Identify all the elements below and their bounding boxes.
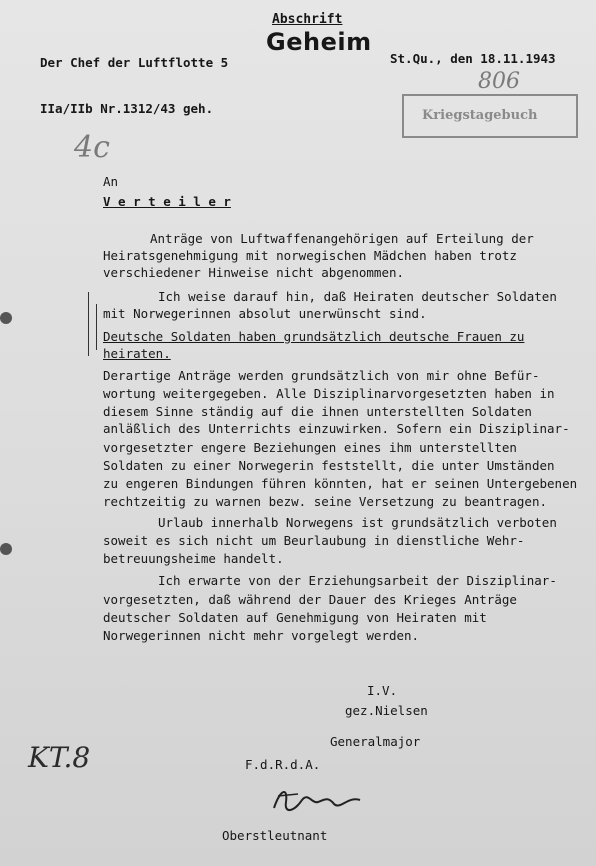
- body-line: wortung weitergegeben. Alle Disziplinarvorgesetzten haben in: [103, 386, 555, 401]
- sender-line: Der Chef der Luftflotte 5: [40, 55, 229, 70]
- body-line: Ich erwarte von der Erziehungsarbeit der Disziplinar-: [158, 573, 557, 588]
- body-line: Derartige Anträge werden grundsätzlich von mir ohne Befür-: [103, 368, 540, 383]
- handwritten-mark: 4c: [74, 130, 110, 165]
- body-line: mit Norwegerinnen absolut unerwünscht sind.: [103, 306, 427, 321]
- copy-label: Abschrift: [272, 12, 343, 27]
- signer-name: gez.Nielsen: [345, 703, 428, 718]
- punch-hole-top: [0, 312, 12, 324]
- body-line: verschiedener Hinweise nicht abgenommen.: [103, 265, 405, 280]
- reference-number: IIa/IIb Nr.1312/43 geh.: [40, 101, 214, 116]
- addressee-name: V e r t e i l e r: [103, 194, 231, 209]
- margin-bracket-inner: [96, 304, 97, 350]
- officer-rank: Oberstleutnant: [222, 828, 328, 843]
- addressee-prefix: An: [103, 174, 119, 189]
- classification-heading: Geheim: [266, 28, 372, 56]
- body-line: Urlaub innerhalb Norwegens ist grundsätzlich verboten: [158, 515, 557, 530]
- body-line: vorgesetzter engere Beziehungen eines ihm unterstellten: [103, 440, 517, 455]
- punch-hole-bottom: [0, 543, 12, 555]
- body-line: vorgesetzten, daß während der Dauer des Krieges Anträge: [103, 592, 517, 607]
- body-line: Soldaten zu einer Norwegerin feststellt, die unter Umständen: [103, 458, 555, 473]
- body-line: rechtzeitig zu warnen bezw. seine Versetzung zu beantragen.: [103, 494, 548, 509]
- body-line: heiraten.: [103, 346, 171, 361]
- body-line: soweit es sich nicht um Beurlaubung in dienstliche Wehr-: [103, 533, 525, 548]
- handwritten-kt8: KT.8: [28, 741, 91, 774]
- body-line: diesem Sinne ständig auf die ihnen unterstellten Soldaten: [103, 404, 532, 419]
- body-line: Anträge von Luftwaffenangehörigen auf Erteilung der: [150, 231, 534, 246]
- body-line: Norwegerinnen nicht mehr vorgelegt werden.: [103, 628, 420, 643]
- body-line: deutscher Soldaten auf Genehmigung von Heiraten mit: [103, 610, 487, 625]
- place-date: St.Qu., den 18.11.1943: [390, 51, 556, 66]
- body-line: anläßlich des Unterrichts einzuwirken. Sofern ein Disziplinar-: [103, 421, 570, 436]
- margin-bracket: [88, 292, 89, 356]
- signer-rank: Generalmajor: [330, 734, 421, 749]
- fdrda-line: F.d.R.d.A.: [245, 757, 321, 772]
- body-line: Ich weise darauf hin, daß Heiraten deutscher Soldaten: [158, 289, 557, 304]
- war-diary-stamp: [402, 94, 578, 138]
- body-line: Heiratsgenehmigung mit norwegischen Mädchen haben trotz: [103, 248, 517, 263]
- iv-line: I.V.: [367, 683, 398, 698]
- stamp-text: Kriegstagebuch: [422, 108, 538, 123]
- body-line: zu engeren Bindungen führen könnten, hat er seinen Untergebenen: [103, 476, 578, 491]
- handwritten-signature: [268, 782, 368, 822]
- body-line: Deutsche Soldaten haben grundsätzlich deutsche Frauen zu: [103, 329, 525, 344]
- body-line: betreuungsheime handelt.: [103, 551, 284, 566]
- handwritten-number: 806: [478, 69, 520, 94]
